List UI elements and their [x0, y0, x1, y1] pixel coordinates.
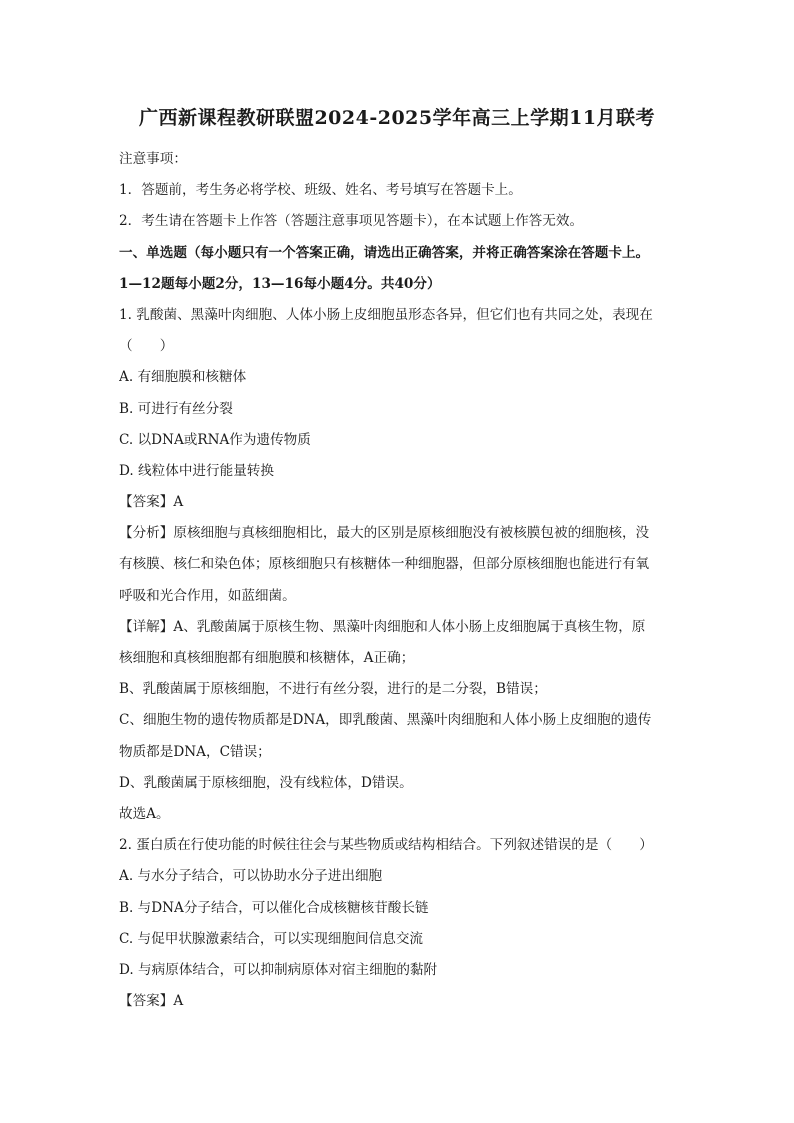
question-1-option-b: B. 可进行有丝分裂 — [119, 400, 233, 417]
section-heading: 一、单选题（每小题只有一个答案正确，请选出正确答案，并将正确答案涂在答题卡上。 — [119, 244, 650, 261]
notice-item: 2．考生请在答题卡上作答（答题注意事项见答题卡），在本试题上作答无效。 — [119, 213, 584, 230]
question-1-detail: C、细胞生物的遗传物质都是DNA，即乳酸菌、黑藻叶肉细胞和人体小肠上皮细胞的遗传 — [119, 712, 652, 729]
question-1-answer: 【答案】A — [119, 494, 184, 511]
question-1-option-a: A. 有细胞膜和核糖体 — [119, 369, 247, 386]
document-body — [119, 144, 679, 1017]
question-1-detail: 核细胞和真核细胞都有细胞膜和核糖体，A正确； — [119, 650, 415, 666]
question-1-detail: B、乳酸菌属于原核细胞，不进行有丝分裂，进行的是二分裂，B错误； — [119, 681, 547, 698]
section-heading-cont: 1—12题每小题2分，13—16每小题4分。共40分） — [119, 275, 441, 292]
question-2-option-d: D. 与病原体结合，可以抑制病原体对宿主细胞的黏附 — [119, 961, 438, 978]
question-2-option-c: C. 与促甲状腺激素结合，可以实现细胞间信息交流 — [119, 930, 424, 947]
question-1-option-c: C. 以DNA或RNA作为遗传物质 — [119, 431, 311, 448]
notice-item: 1．答题前，考生务必将学校、班级、姓名、考号填写在答题卡上。 — [119, 182, 522, 199]
question-2-stem: 2. 蛋白质在行使功能的时候往往会与某些物质或结构相结合。下列叙述错误的是（ ） — [119, 837, 653, 854]
question-1-option-d: D. 线粒体中进行能量转换 — [119, 462, 274, 479]
question-1-stem: 1. 乳酸菌、黑藻叶肉细胞、人体小肠上皮细胞虽形态各异，但它们也有共同之处，表现在 — [119, 306, 653, 323]
question-1-stem-cont: （ ） — [119, 338, 174, 355]
question-1-analysis: 有核膜、核仁和染色体；原核细胞只有核糖体一种细胞器，但部分原核细胞也能进行有氧 — [119, 556, 650, 573]
question-2-answer: 【答案】A — [119, 993, 184, 1010]
notice-heading: 注意事项： — [119, 151, 187, 167]
question-2-option-a: A. 与水分子结合，可以协助水分子进出细胞 — [119, 868, 383, 885]
question-1-detail: 物质都是DNA，C错误； — [119, 743, 271, 760]
question-1-analysis: 【分析】原核细胞与真核细胞相比，最大的区别是原核细胞没有被核膜包被的细胞核，没 — [119, 525, 650, 542]
question-1-detail: 【详解】A、乳酸菌属于原核生物、黑藻叶肉细胞和人体小肠上皮细胞属于真核生物，原 — [119, 618, 646, 635]
question-2-option-b: B. 与DNA分子结合，可以催化合成核糖核苷酸长链 — [119, 899, 429, 916]
question-1-detail: D、乳酸菌属于原核细胞，没有线粒体，D错误。 — [119, 774, 413, 791]
question-1-analysis: 呼吸和光合作用，如蓝细菌。 — [119, 587, 296, 604]
exam-title: 广西新课程教研联盟2024-2025学年高三上学期11月联考 — [138, 107, 656, 129]
question-1-conclusion: 故选A。 — [119, 805, 170, 822]
